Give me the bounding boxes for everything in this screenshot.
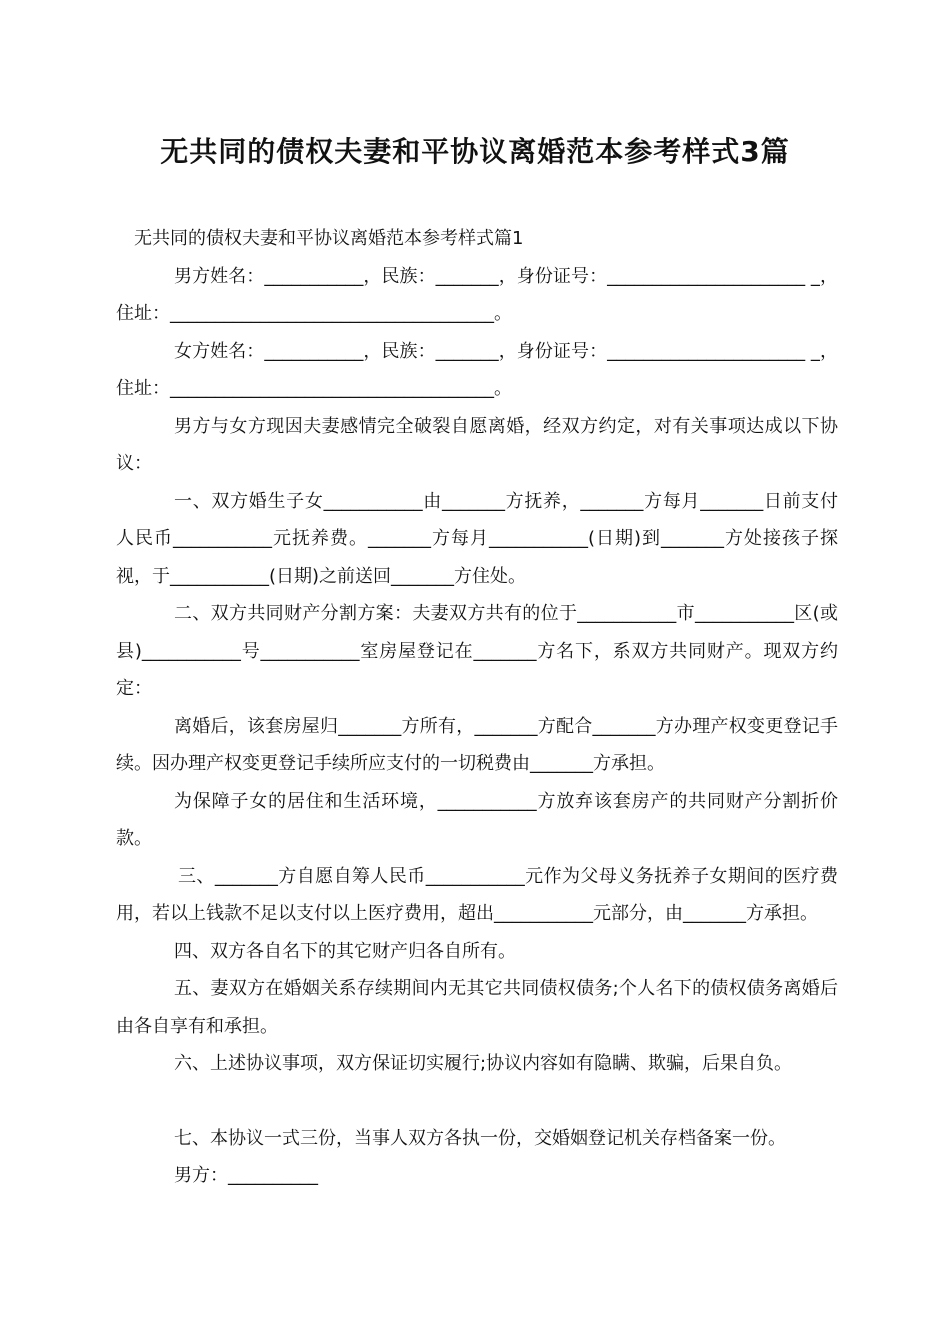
signature-husband: 男方：__________ <box>174 1165 318 1186</box>
paragraph-wife-info: 女方姓名：___________，民族：_______，身份证号：______________________ _，住址：____________________________________。 <box>116 340 838 399</box>
paragraph-clause-1: 一、双方婚生子女___________由_______方抚养，_______方每月_______日前支付人民币___________元抚养费。_______方每月___________(日期)到_______方处接孩子探视，于___________(日期)之前送回_______方住处。 <box>116 490 838 587</box>
paragraph-clause-3: 三、_______方自愿自筹人民币___________元作为父母义务抚养子女期间的医疗费用，若以上钱款不足以支付以上医疗费用，超出___________元部分，由_______方承担。 <box>116 865 838 924</box>
paragraph-spacer <box>116 1083 838 1120</box>
paragraph-clause-6: 六、上述协议事项，双方保证切实履行;协议内容如有隐瞒、欺骗，后果自负。 <box>174 1053 793 1074</box>
section-heading: 无共同的债权夫妻和平协议离婚范本参考样式篇1 <box>134 228 524 249</box>
paragraph-intro: 男方与女方现因夫妻感情完全破裂自愿离婚，经双方约定，对有关事项达成以下协议： <box>116 415 838 474</box>
paragraph-clause-2-waiver: 为保障子女的居住和生活环境，___________方放弃该套房产的共同财产分割折价款。 <box>116 790 838 849</box>
document-body <box>116 220 838 1195</box>
paragraph-clause-4: 四、双方各自名下的其它财产归各自所有。 <box>174 940 516 962</box>
paragraph-clause-7: 七、本协议一式三份，当事人双方各执一份，交婚姻登记机关存档备案一份。 <box>174 1127 786 1149</box>
paragraph-clause-5: 五、妻双方在婚姻关系存续期间内无其它共同债权债务;个人名下的债权债务离婚后由各自享有和承担。 <box>116 978 838 1037</box>
paragraph-clause-2-house: 离婚后，该套房屋归_______方所有，_______方配合_______方办理产权变更登记手续。因办理产权变更登记手续所应支付的一切税费由_______方承担。 <box>116 715 838 774</box>
paragraph-husband-info: 男方姓名：___________，民族：_______，身份证号：______________________ _，住址：____________________________________。 <box>116 265 838 324</box>
paragraph-clause-2: 二、双方共同财产分割方案：夫妻双方共有的位于___________市___________区(或县)___________号___________室房屋登记在_______方名下，系双方共同财产。现双方约定： <box>116 603 838 699</box>
document-title: 无共同的债权夫妻和平协议离婚范本参考样式3篇 <box>160 135 790 168</box>
